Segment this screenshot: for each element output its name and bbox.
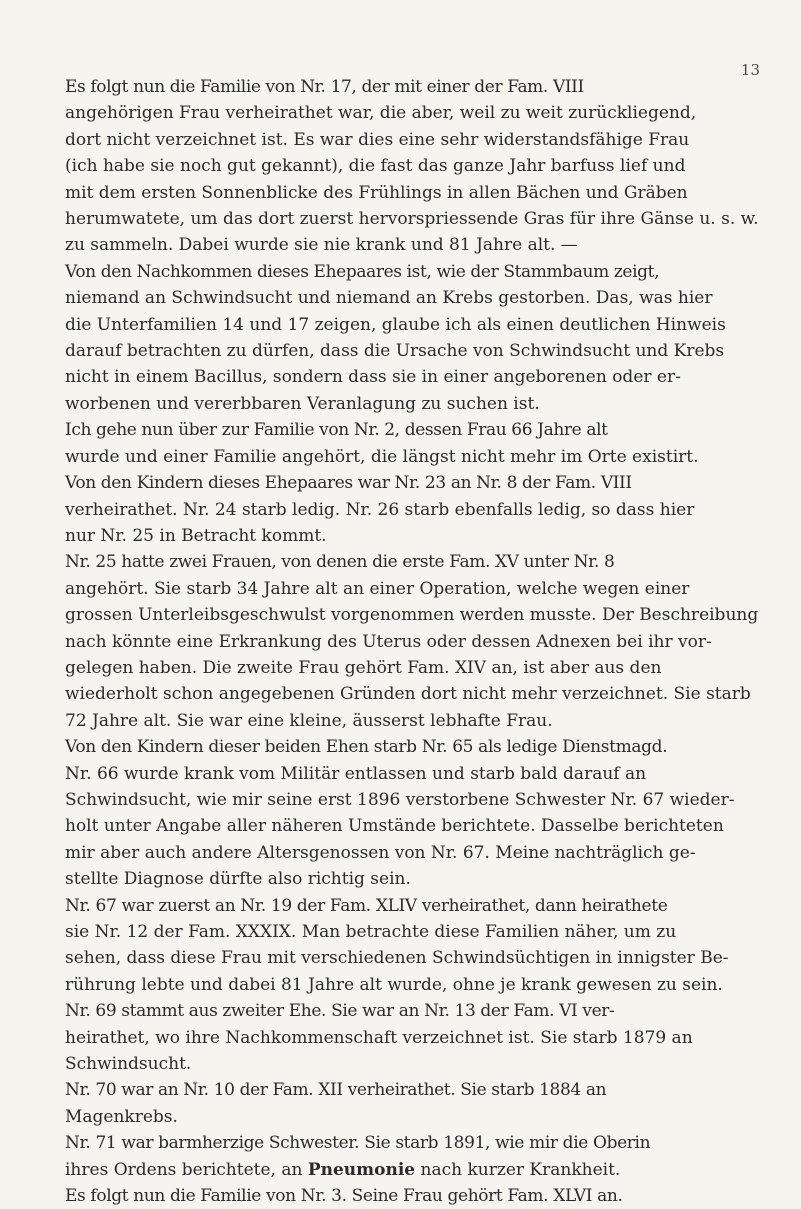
text-line: Nr. 66 wurde krank vom Militär entlassen und starb bald darauf an bbox=[65, 763, 647, 784]
text-line: mir aber auch andere Altersgenossen von Nr. 67. Meine nachträglich ge- bbox=[65, 842, 696, 863]
text-line: Nr. 69 stammt aus zweiter Ehe. Sie war an Nr. 13 der Fam. VI ver- bbox=[65, 1001, 615, 1022]
text-line: 72 Jahre alt. Sie war eine kleine, äusserst lebhafte Frau. bbox=[65, 710, 553, 731]
text-line: angehört. Sie starb 34 Jahre alt an einer Operation, welche wegen einer bbox=[65, 578, 690, 599]
text-line: sehen, dass diese Frau mit verschiedenen Schwindsüchtigen in innigster Be- bbox=[65, 948, 729, 969]
text-line: grossen Unterleibsgeschwulst vorgenommen werden musste. Der Beschreibung bbox=[65, 605, 759, 626]
text-line: rührung lebte und dabei 81 Jahre alt wurde, ohne je krank gewesen zu sein. bbox=[65, 974, 723, 995]
text-line: sie Nr. 12 der Fam. XXXIX. Man betrachte diese Familien näher, um zu bbox=[65, 922, 677, 942]
text-line: Von den Kindern dieses Ehepaares war Nr. 23 an Nr. 8 der Fam. VIII bbox=[65, 473, 632, 494]
text-line: darauf betrachten zu dürfen, dass die Ursache von Schwindsucht und Krebs bbox=[65, 341, 725, 362]
paragraph bbox=[40, 734, 767, 892]
paragraph bbox=[40, 1183, 767, 1209]
text-line: Nr. 25 hatte zwei Frauen, von denen die erste Fam. XV unter Nr. 8 bbox=[65, 552, 615, 573]
paragraph bbox=[40, 470, 767, 549]
text-line: zu sammeln. Dabei wurde sie nie krank und 81 Jahre alt. — bbox=[65, 235, 578, 256]
paragraph bbox=[40, 259, 767, 417]
paragraph bbox=[40, 893, 767, 999]
paragraph bbox=[40, 998, 767, 1077]
text-line: dort nicht verzeichnet ist. Es war dies eine sehr widerstandsfähige Frau bbox=[65, 129, 690, 150]
text-line: wurde und einer Familie angehört, die längst nicht mehr im Orte existirt. bbox=[65, 446, 699, 467]
text-line: wiederholt schon angegebenen Gründen dort nicht mehr verzeichnet. Sie starb bbox=[65, 684, 751, 705]
text-line: Nr. 71 war barmherzige Schwester. Sie starb 1891, wie mir die Oberin bbox=[65, 1133, 651, 1154]
text-line: niemand an Schwindsucht und niemand an Krebs gestorben. Das, was hier bbox=[65, 288, 713, 309]
text-line: nur Nr. 25 in Betracht kommt. bbox=[65, 525, 327, 546]
text-line: herumwatete, um das dort zuerst hervorspriessende Gras für ihre Gänse u. s. w. bbox=[65, 209, 759, 230]
body-text bbox=[40, 74, 767, 1209]
text-line: Schwindsucht. bbox=[65, 1054, 192, 1075]
text-line: Von den Nachkommen dieses Ehepaares ist, wie der Stammbaum zeigt, bbox=[65, 261, 660, 282]
text-line: stellte Diagnose dürfte also richtig sein. bbox=[65, 869, 411, 890]
paragraph bbox=[40, 1077, 767, 1130]
text-line: worbenen und vererbbaren Veranlagung zu suchen ist. bbox=[65, 393, 540, 414]
text-line: mit dem ersten Sonnenblicke des Frühlings in allen Bächen und Gräben bbox=[65, 182, 688, 203]
text-segment: ihres Ordens berichtete, an bbox=[65, 1159, 308, 1180]
text-line: Nr. 67 war zuerst an Nr. 19 der Fam. XLIV verheirathet, dann heirathete bbox=[65, 895, 668, 916]
text-line: Von den Kindern dieser beiden Ehen starb Nr. 65 als ledige Dienstmagd. bbox=[65, 737, 668, 758]
paragraph bbox=[40, 74, 767, 259]
text-line: Nr. 70 war an Nr. 10 der Fam. XII verheirathet. Sie starb 1884 an bbox=[65, 1080, 607, 1101]
text-line: die Unterfamilien 14 und 17 zeigen, glaube ich als einen deutlichen Hinweis bbox=[65, 314, 726, 335]
text-line: angehörigen Frau verheirathet war, die aber, weil zu weit zurückliegend, bbox=[65, 103, 697, 124]
text-segment: nach kurzer Krankheit. bbox=[415, 1159, 621, 1180]
text-line: heirathet, wo ihre Nachkommenschaft verzeichnet ist. Sie starb 1879 an bbox=[65, 1027, 693, 1048]
paragraph bbox=[40, 549, 767, 734]
text-line: nicht in einem Bacillus, sondern dass sie in einer angeborenen oder er- bbox=[65, 367, 681, 388]
bold-term: Pneumonie bbox=[307, 1159, 416, 1180]
text-line: (ich habe sie noch gut gekannt), die fast das ganze Jahr barfuss lief und bbox=[65, 156, 686, 177]
text-line: verheirathet. Nr. 24 starb ledig. Nr. 26 starb ebenfalls ledig, so dass hier bbox=[65, 499, 695, 520]
paragraph bbox=[40, 1130, 767, 1183]
text-line: Es folgt nun die Familie von Nr. 17, der mit einer der Fam. VIII bbox=[65, 77, 584, 97]
text-line: nach könnte eine Erkrankung des Uterus oder dessen Adnexen bei ihr vor- bbox=[65, 631, 712, 652]
text-line: Schwindsucht, wie mir seine erst 1896 verstorbene Schwester Nr. 67 wieder- bbox=[65, 789, 735, 810]
text-line: Es folgt nun die Familie von Nr. 3. Seine Frau gehört Fam. XLVI an. bbox=[65, 1186, 623, 1207]
text-line: Magenkrebs. bbox=[65, 1106, 178, 1127]
text-line-with-bold bbox=[40, 1157, 767, 1183]
text-line: gelegen haben. Die zweite Frau gehört Fam. XIV an, ist aber aus den bbox=[65, 657, 662, 678]
paragraph bbox=[40, 417, 767, 470]
text-line: Ich gehe nun über zur Familie von Nr. 2, dessen Frau 66 Jahre alt bbox=[65, 420, 608, 441]
text-line: holt unter Angabe aller näheren Umstände berichtete. Dasselbe berichteten bbox=[65, 816, 724, 837]
page-number: 13 bbox=[740, 61, 760, 79]
